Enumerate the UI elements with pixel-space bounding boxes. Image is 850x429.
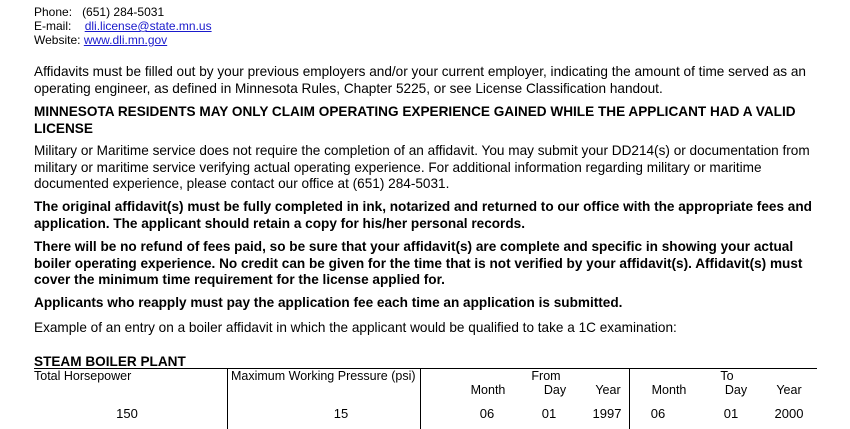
column-divider-3 (629, 369, 630, 429)
website-row (34, 33, 212, 47)
value-to-year: 2000 (774, 406, 804, 421)
header-from-day: Day (543, 383, 567, 397)
phone-label: Phone: (34, 5, 73, 19)
value-from-year: 1997 (592, 406, 622, 421)
header-to-year: Year (776, 383, 802, 397)
table-top-rule (34, 368, 817, 369)
column-divider-2 (420, 369, 421, 429)
value-from-day: 01 (541, 406, 557, 421)
paragraph-example: Example of an entry on a boiler affidavit in which the applicant would be qualified to take a 1C examination: (34, 320, 677, 335)
phone-value: (651) 284-5031 (82, 5, 165, 19)
header-to-month: Month (651, 383, 687, 397)
value-total-horsepower: 150 (116, 406, 138, 421)
header-max-pressure: Maximum Working Pressure (psi) (231, 369, 416, 383)
header-total-horsepower: Total Horsepower (34, 369, 132, 383)
contact-block (34, 5, 212, 47)
paragraph-original: The original affidavit(s) must be fully completed in ink, notarized and returned to our office with the appropriate fees and application. The applicant should retain a copy for his/her personal records. (34, 199, 812, 231)
website-link[interactable]: www.dli.mn.gov (83, 33, 168, 47)
header-from-month: Month (470, 383, 506, 397)
header-from: From (531, 369, 561, 383)
phone-row (34, 5, 212, 19)
website-label: Website: (34, 33, 81, 47)
header-to: To (720, 369, 734, 383)
email-row (34, 19, 212, 33)
paragraph-refund: There will be no refund of fees paid, so be sure that your affidavit(s) are complete and specific in showing your actual boiler operating experience. No credit can be given for the time that is not verified by your affidavit(s). Affidavit(s) must cover the minimum time requirement for the license applied for. (34, 239, 803, 287)
paragraph-affidavits: Affidavits must be filled out by your previous employers and/or your current employer, indicating the amount of time served as an operating engineer, as defined in Minnesota Rules, Chapter 5225, or see License Classification handout. (34, 64, 806, 96)
header-to-day: Day (724, 383, 748, 397)
value-from-month: 06 (479, 406, 495, 421)
email-label: E-mail: (34, 19, 72, 33)
paragraph-military: Military or Maritime service does not require the completion of an affidavit. You may submit your DD214(s) or documentation from military or maritime service verifying actual operating experience. For additional information regarding military or maritime documented experience, please contact our office at (651) 284-5031. (34, 143, 810, 191)
email-link[interactable]: dli.license@state.mn.us (84, 19, 212, 33)
value-to-month: 06 (650, 406, 666, 421)
column-divider-1 (227, 369, 228, 429)
value-max-pressure: 15 (333, 406, 349, 421)
value-to-day: 01 (723, 406, 739, 421)
paragraph-reapply: Applicants who reapply must pay the application fee each time an application is submitted. (34, 295, 623, 310)
header-from-year: Year (595, 383, 621, 397)
table-title: STEAM BOILER PLANT (34, 354, 186, 369)
paragraph-residents: MINNESOTA RESIDENTS MAY ONLY CLAIM OPERATING EXPERIENCE GAINED WHILE THE APPLICANT HAD A VALID LICENSE (34, 104, 796, 136)
